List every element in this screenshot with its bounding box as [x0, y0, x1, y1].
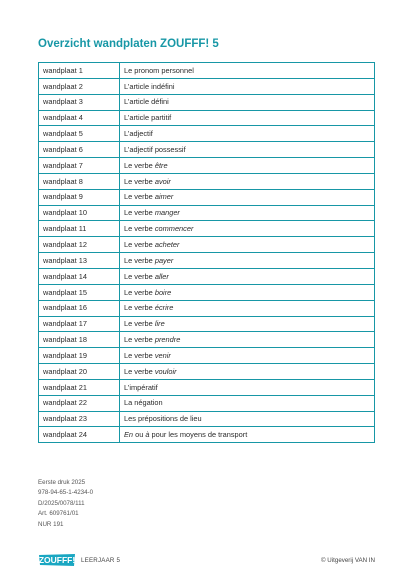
table-row — [39, 348, 375, 364]
wall-chart-number: wandplaat 16 — [39, 300, 120, 316]
wall-chart-number: wandplaat 11 — [39, 221, 120, 237]
topic-text: Le verbe — [124, 240, 155, 249]
wall-chart-number: wandplaat 12 — [39, 237, 120, 253]
wall-chart-topic — [120, 189, 375, 205]
topic-text-italic: écrire — [154, 303, 174, 313]
topic-text: L’article indéfini — [124, 81, 175, 91]
topic-text-italic: aller — [154, 271, 169, 281]
wall-chart-number: wandplaat 2 — [39, 78, 120, 94]
wall-chart-topic — [120, 427, 375, 443]
table-row — [39, 158, 375, 174]
table-row — [39, 379, 375, 395]
topic-text-italic: commencer — [154, 224, 194, 234]
wall-chart-number: wandplaat 21 — [39, 379, 120, 395]
topic-text-italic: payer — [154, 255, 174, 265]
wall-chart-topic — [120, 237, 375, 253]
wall-chart-number: wandplaat 18 — [39, 332, 120, 348]
wall-chart-topic — [120, 411, 375, 427]
topic-text: Le verbe — [124, 160, 155, 170]
wall-chart-topic — [120, 158, 375, 174]
wall-chart-number: wandplaat 8 — [39, 173, 120, 189]
topic-text: L’impératif — [124, 382, 158, 392]
zoufff-logo — [38, 553, 76, 567]
topic-text: Le verbe — [124, 287, 155, 297]
wall-chart-topic — [120, 395, 375, 411]
table-row — [39, 78, 375, 94]
topic-text-italic: avoir — [154, 176, 171, 186]
wall-chart-topic — [120, 126, 375, 142]
table-row — [39, 427, 375, 443]
topic-text: Le verbe — [124, 176, 155, 186]
table-row — [39, 94, 375, 110]
isbn-text: 978-94-65-1-4234-0 — [38, 489, 94, 497]
topic-text-italic: vouloir — [154, 366, 177, 376]
wall-chart-topic — [120, 142, 375, 158]
wall-chart-number: wandplaat 9 — [39, 189, 120, 205]
table-row — [39, 126, 375, 142]
wall-chart-number: wandplaat 13 — [39, 253, 120, 269]
table-row — [39, 411, 375, 427]
wall-chart-topic — [120, 300, 375, 316]
topic-text: Le verbe — [124, 319, 155, 329]
zoufff-logo-text: ZOUFFF! — [38, 555, 76, 565]
topic-text: Le verbe — [124, 224, 155, 234]
table-row — [39, 237, 375, 253]
wall-chart-topic — [120, 332, 375, 348]
topic-text-italic: acheter — [154, 240, 180, 249]
table-row — [39, 253, 375, 269]
topic-text-italic: En — [124, 430, 134, 440]
topic-text: L’article défini — [124, 97, 169, 107]
wall-chart-topic — [120, 364, 375, 380]
topic-text: La négation — [124, 398, 163, 408]
wall-chart-number: wandplaat 3 — [39, 94, 120, 110]
topic-text-italic: venir — [154, 350, 171, 360]
wall-chart-topic — [120, 268, 375, 284]
wall-chart-number: wandplaat 7 — [39, 158, 120, 174]
wall-chart-topic — [120, 173, 375, 189]
topic-text-italic: manger — [154, 208, 180, 218]
wall-chart-topic — [120, 316, 375, 332]
wall-chart-topic — [120, 205, 375, 221]
table-row — [39, 189, 375, 205]
topic-text: Le verbe — [124, 350, 155, 360]
wall-chart-number: wandplaat 17 — [39, 316, 120, 332]
wall-chart-topic — [120, 78, 375, 94]
table-row — [39, 284, 375, 300]
deposit-number: D/2025/0078/111 — [38, 499, 85, 507]
topic-text: L’adjectif — [124, 129, 153, 139]
topic-text-italic: boire — [154, 287, 172, 297]
wall-chart-number: wandplaat 15 — [39, 284, 120, 300]
nur-code: NUR 191 — [38, 520, 64, 528]
colophon — [38, 478, 93, 530]
topic-text: ou — [133, 430, 146, 440]
table-row — [39, 221, 375, 237]
topic-text: Le verbe — [124, 366, 155, 376]
wall-chart-topic — [120, 284, 375, 300]
wall-chart-topic — [120, 253, 375, 269]
wall-chart-topic — [120, 110, 375, 126]
topic-text-italic: aimer — [154, 192, 174, 202]
edition-text: Eerste druk 2025 — [38, 479, 86, 486]
table-row — [39, 142, 375, 158]
wall-chart-number: wandplaat 19 — [39, 348, 120, 364]
wall-chart-overview-table — [38, 62, 375, 443]
wall-chart-topic — [120, 348, 375, 364]
table-body — [39, 63, 375, 443]
wall-chart-number: wandplaat 5 — [39, 126, 120, 142]
wall-chart-number: wandplaat 4 — [39, 110, 120, 126]
wall-chart-number: wandplaat 22 — [39, 395, 120, 411]
table-row — [39, 173, 375, 189]
table-row — [39, 332, 375, 348]
table-row — [39, 316, 375, 332]
topic-text: Le verbe — [124, 303, 155, 313]
topic-text: Le verbe — [124, 335, 155, 345]
topic-text: Le pronom personnel — [124, 65, 194, 75]
wall-chart-topic — [120, 379, 375, 395]
wall-chart-number: wandplaat 20 — [39, 364, 120, 380]
wall-chart-number: wandplaat 24 — [39, 427, 120, 443]
table-row — [39, 63, 375, 79]
topic-text: Le verbe — [124, 271, 155, 281]
table-row — [39, 300, 375, 316]
topic-text: L’article partitif — [124, 113, 172, 123]
wall-chart-number: wandplaat 23 — [39, 411, 120, 427]
table-row — [39, 205, 375, 221]
topic-text-italic: à — [145, 430, 150, 440]
topic-text: Le verbe — [124, 255, 155, 265]
topic-text-italic: prendre — [154, 335, 181, 345]
topic-text: pour les moyens de transport — [149, 430, 248, 440]
table-row — [39, 268, 375, 284]
wall-chart-number: wandplaat 14 — [39, 268, 120, 284]
wall-chart-topic — [120, 94, 375, 110]
topic-text: L’adjectif possessif — [124, 144, 186, 154]
topic-text-italic: lire — [154, 319, 165, 329]
topic-text: Les prépositions de lieu — [124, 414, 202, 424]
topic-text-italic: être — [154, 160, 168, 170]
copyright-text: © Uitgeverij VAN IN — [321, 557, 375, 564]
school-year-label: LEERJAAR 5 — [81, 557, 121, 564]
table-row — [39, 364, 375, 380]
wall-chart-number: wandplaat 1 — [39, 63, 120, 79]
wall-chart-topic — [120, 221, 375, 237]
page-title: Overzicht wandplaten ZOUFFF! 5 — [38, 38, 219, 50]
wall-chart-number: wandplaat 6 — [39, 142, 120, 158]
topic-text: Le verbe — [124, 192, 155, 202]
table-row — [39, 110, 375, 126]
topic-text: Le verbe — [124, 208, 155, 218]
wall-chart-number: wandplaat 10 — [39, 205, 120, 221]
table-row — [39, 395, 375, 411]
article-number: Art. 609761/01 — [38, 510, 79, 518]
wall-chart-topic — [120, 63, 375, 79]
